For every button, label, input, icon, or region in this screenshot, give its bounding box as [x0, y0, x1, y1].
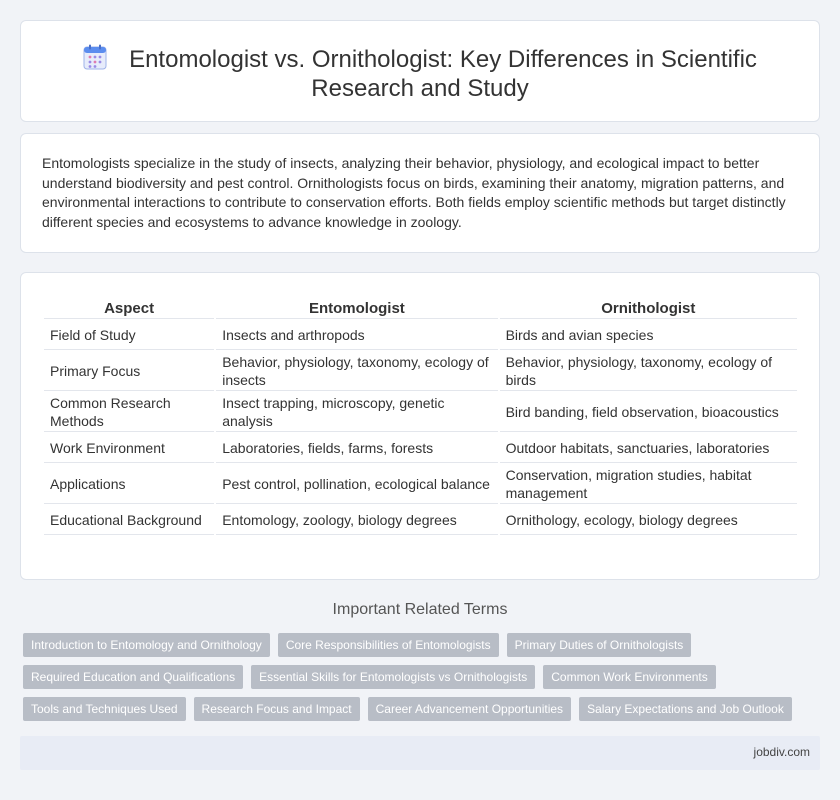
tag-row: [23, 665, 813, 689]
footer-site-link[interactable]: jobdiv.com: [753, 745, 810, 759]
aspect-cell: Primary Focus: [44, 352, 214, 391]
related-term-tag[interactable]: Career Advancement Opportunities: [368, 697, 571, 721]
related-terms-list: [23, 633, 813, 729]
entomologist-cell: Insect trapping, microscopy, genetic analysis: [216, 393, 497, 432]
related-term-tag[interactable]: Essential Skills for Entomologists vs Ornithologists: [251, 665, 535, 689]
related-term-tag[interactable]: Primary Duties of Ornithologists: [507, 633, 692, 657]
tag-row: [23, 633, 813, 657]
header-ornithologist: Ornithologist: [500, 297, 797, 319]
related-term-tag[interactable]: Salary Expectations and Job Outlook: [579, 697, 792, 721]
page-title-wrap: [81, 44, 759, 103]
table-row: [44, 352, 797, 391]
entomologist-cell: Insects and arthropods: [216, 321, 497, 350]
table-row: [44, 434, 797, 463]
entomologist-cell: Laboratories, fields, farms, forests: [216, 434, 497, 463]
ornithologist-cell: Ornithology, ecology, biology degrees: [500, 506, 797, 535]
ornithologist-cell: Behavior, physiology, taxonomy, ecology of birds: [500, 352, 797, 391]
aspect-cell: Applications: [44, 465, 214, 504]
related-term-tag[interactable]: Required Education and Qualifications: [23, 665, 243, 689]
ornithologist-cell: Outdoor habitats, sanctuaries, laboratories: [500, 434, 797, 463]
aspect-cell: Work Environment: [44, 434, 214, 463]
aspect-cell: Educational Background: [44, 506, 214, 535]
intro-paragraph: Entomologists specialize in the study of insects, analyzing their behavior, physiology, and ecological impact to better understand biodiversity and pest control. Ornithologists focus on birds, examining their anatomy, migration patterns, and environmental interactions to contribute to conservation efforts. Both fields employ scientific methods but target distinctly different species and ecosystems to advance knowledge in zoology.: [42, 155, 786, 230]
ornithologist-cell: Birds and avian species: [500, 321, 797, 350]
comparison-table: [42, 295, 799, 537]
table-header-row: [44, 297, 797, 319]
header-aspect: Aspect: [44, 297, 214, 319]
ornithologist-cell: Conservation, migration studies, habitat management: [500, 465, 797, 504]
related-term-tag[interactable]: Core Responsibilities of Entomologists: [278, 633, 499, 657]
tag-row: [23, 697, 813, 721]
related-term-tag[interactable]: Research Focus and Impact: [194, 697, 360, 721]
table-row: [44, 393, 797, 432]
related-term-tag[interactable]: Tools and Techniques Used: [23, 697, 186, 721]
entomologist-cell: Behavior, physiology, taxonomy, ecology of insects: [216, 352, 497, 391]
related-term-tag[interactable]: Introduction to Entomology and Ornithology: [23, 633, 270, 657]
intro-card: [20, 133, 820, 253]
page-title: Entomologist vs. Ornithologist: Key Differences in Scientific Research and Study: [129, 46, 757, 102]
aspect-cell: Common Research Methods: [44, 393, 214, 432]
header-card: [20, 20, 820, 122]
ornithologist-cell: Bird banding, field observation, bioacoustics: [500, 393, 797, 432]
calendar-icon: [83, 44, 107, 70]
table-row: [44, 506, 797, 535]
related-terms-title: Important Related Terms: [332, 601, 508, 618]
aspect-cell: Field of Study: [44, 321, 214, 350]
table-row: [44, 465, 797, 504]
entomologist-cell: Entomology, zoology, biology degrees: [216, 506, 497, 535]
table-row: [44, 321, 797, 350]
header-entomologist: Entomologist: [216, 297, 497, 319]
footer: [20, 736, 820, 770]
comparison-card: [20, 272, 820, 580]
entomologist-cell: Pest control, pollination, ecological balance: [216, 465, 497, 504]
related-term-tag[interactable]: Common Work Environments: [543, 665, 716, 689]
